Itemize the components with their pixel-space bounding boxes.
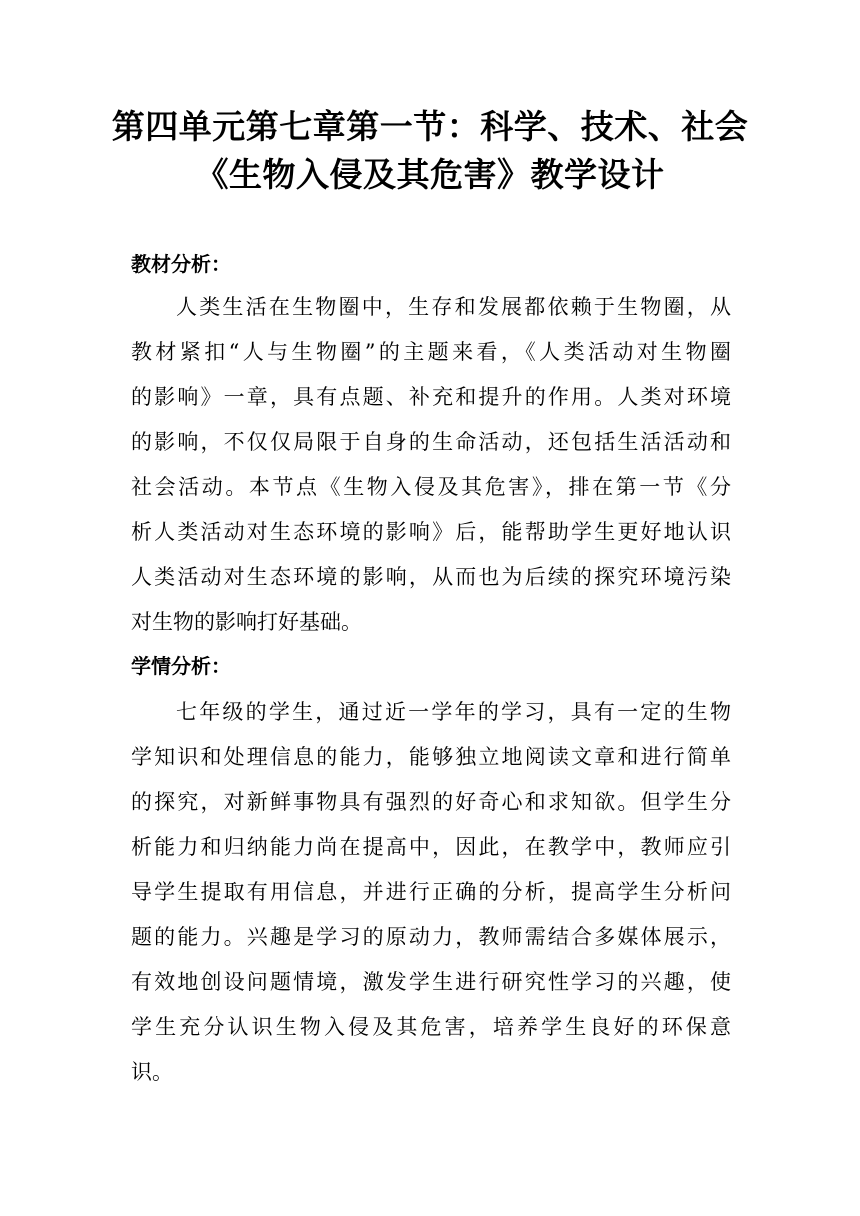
paragraph-line: 析人类活动对生态环境的影响》后，能帮助学生更好地认识 bbox=[131, 520, 731, 544]
document-title-line-2: 《生物入侵及其危害》教学设计 bbox=[195, 155, 665, 194]
paragraph-line: 的探究，对新鲜事物具有强烈的好奇心和求知欲。但学生分 bbox=[131, 790, 731, 814]
paragraph-line: 人类生活在生物圈中，生存和发展都依赖于生物圈，从 bbox=[176, 295, 731, 319]
paragraph-line: 学知识和处理信息的能力，能够独立地阅读文章和进行简单 bbox=[131, 745, 731, 769]
paragraph-line: 题的能力。兴趣是学习的原动力，教师需结合多媒体展示， bbox=[131, 925, 731, 949]
section-heading-student-analysis: 学情分析： bbox=[131, 654, 231, 678]
section-heading-textbook-analysis: 教材分析： bbox=[131, 252, 231, 276]
paragraph-line: 析能力和归纳能力尚在提高中，因此，在教学中，教师应引 bbox=[131, 835, 731, 859]
paragraph-line: 教材紧扣“人与生物圈”的主题来看，《人类活动对生物圈 bbox=[131, 340, 731, 364]
paragraph-line: 社会活动。本节点《生物入侵及其危害》，排在第一节《分 bbox=[131, 475, 731, 499]
paragraph-line: 七年级的学生，通过近一学年的学习，具有一定的生物 bbox=[176, 700, 731, 724]
paragraph-line: 的影响，不仅仅局限于自身的生命活动，还包括生活活动和 bbox=[131, 430, 731, 454]
paragraph-line: 学生充分认识生物入侵及其危害，培养学生良好的环保意 bbox=[131, 1015, 731, 1039]
paragraph-line: 识。 bbox=[131, 1060, 173, 1084]
paragraph-line: 人类活动对生态环境的影响，从而也为后续的探究环境污染 bbox=[131, 565, 731, 589]
document-title-line-1: 第四单元第七章第一节：科学、技术、社会 bbox=[111, 107, 749, 146]
paragraph-line: 对生物的影响打好基础。 bbox=[131, 610, 362, 634]
paragraph-line: 有效地创设问题情境，激发学生进行研究性学习的兴趣，使 bbox=[131, 970, 731, 994]
paragraph-line: 的影响》一章，具有点题、补充和提升的作用。人类对环境 bbox=[131, 385, 731, 409]
paragraph-line: 导学生提取有用信息，并进行正确的分析，提高学生分析问 bbox=[131, 880, 731, 904]
